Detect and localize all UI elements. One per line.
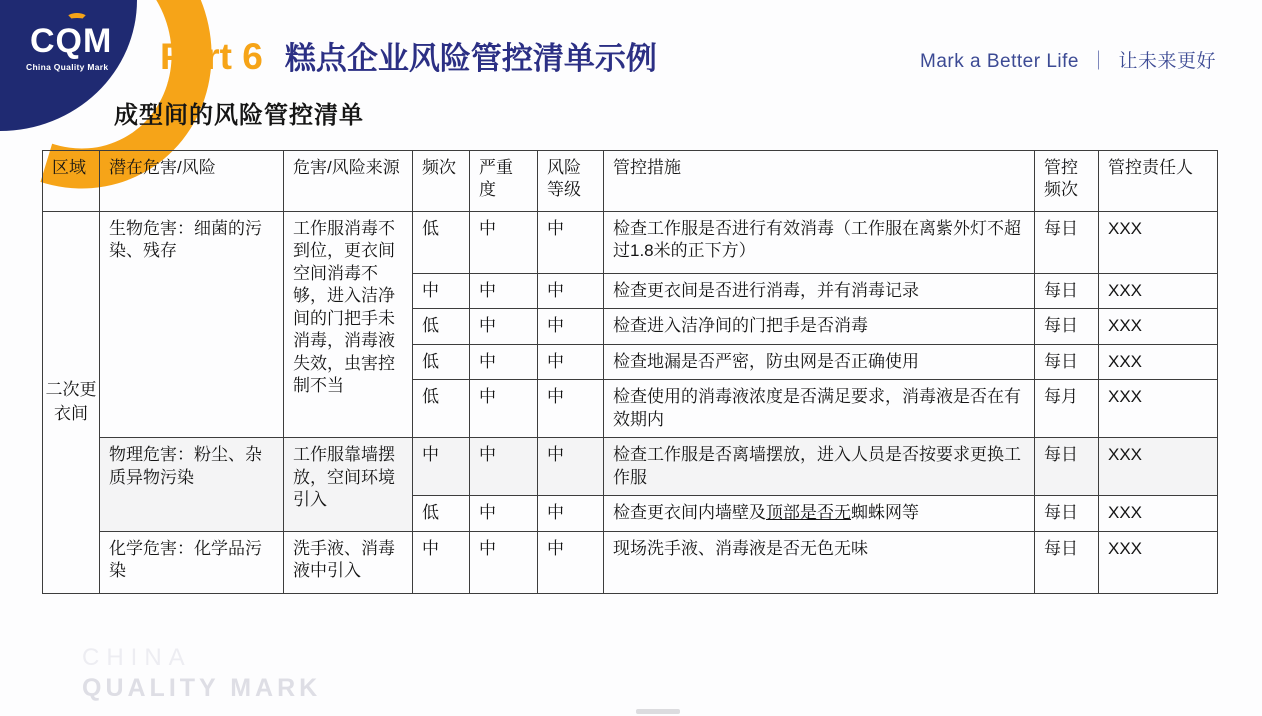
- cell-severity: 中: [470, 274, 538, 309]
- brand-tagline: [920, 46, 1216, 73]
- cell-risk-level: 中: [538, 496, 604, 531]
- cell-measure: [604, 496, 1035, 531]
- watermark-line1: CHINA: [82, 644, 192, 671]
- cell-severity: 中: [470, 380, 538, 438]
- cell-control-frequency: 每日: [1035, 309, 1099, 344]
- measure-text: 检查更衣间内墙壁及: [613, 503, 766, 523]
- col-header-source: 危害/风险来源: [284, 151, 413, 212]
- cell-measure: 检查使用的消毒液浓度是否满足要求，消毒液是否在有效期内: [604, 380, 1035, 438]
- cell-risk-level: 中: [538, 438, 604, 496]
- cell-control-frequency: 每月: [1035, 380, 1099, 438]
- cell-measure: 检查地漏是否严密，防虫网是否正确使用: [604, 344, 1035, 379]
- cell-owner: XXX: [1099, 309, 1218, 344]
- cell-frequency: 低: [413, 309, 470, 344]
- cell-measure: 检查工作服是否进行有效消毒（工作服在离紫外灯不超过1.8米的正下方）: [604, 212, 1035, 274]
- logo-text: CQM: [30, 22, 113, 60]
- cell-risk-level: 中: [538, 309, 604, 344]
- cell-severity: 中: [470, 531, 538, 593]
- cell-control-frequency: 每日: [1035, 496, 1099, 531]
- cell-owner: XXX: [1099, 274, 1218, 309]
- cell-severity: 中: [470, 309, 538, 344]
- cell-owner: XXX: [1099, 380, 1218, 438]
- col-header-area: 区域: [43, 151, 100, 212]
- cell-frequency: 低: [413, 496, 470, 531]
- cell-owner: XXX: [1099, 531, 1218, 593]
- cell-risk-level: 中: [538, 531, 604, 593]
- cell-severity: 中: [470, 344, 538, 379]
- cell-owner: XXX: [1099, 212, 1218, 274]
- cell-measure: 检查更衣间是否进行消毒，并有消毒记录: [604, 274, 1035, 309]
- table-row: [43, 531, 1218, 593]
- cell-measure: 现场洗手液、消毒液是否无色无味: [604, 531, 1035, 593]
- watermark: [82, 644, 321, 703]
- cell-measure: 检查工作服是否离墙摆放，进入人员是否按要求更换工作服: [604, 438, 1035, 496]
- cell-risk-level: 中: [538, 274, 604, 309]
- cell-control-frequency: 每日: [1035, 531, 1099, 593]
- logo-subtext: China Quality Mark: [26, 62, 109, 72]
- col-header-risk-level: 风险等级: [538, 151, 604, 212]
- table-row: [43, 212, 1218, 274]
- cell-hazard-bio: 生物危害：细菌的污染、残存: [100, 212, 284, 438]
- header-row: [43, 151, 1218, 212]
- col-header-control-frequency: 管控频次: [1035, 151, 1099, 212]
- cell-frequency: 中: [413, 531, 470, 593]
- measure-text: 蜘蛛网等: [851, 503, 919, 523]
- cell-control-frequency: 每日: [1035, 438, 1099, 496]
- cell-frequency: 低: [413, 344, 470, 379]
- cell-measure: 检查进入洁净间的门把手是否消毒: [604, 309, 1035, 344]
- cell-owner: XXX: [1099, 438, 1218, 496]
- cell-source-chemical: 洗手液、消毒液中引入: [284, 531, 413, 593]
- cell-control-frequency: 每日: [1035, 274, 1099, 309]
- cell-owner: XXX: [1099, 344, 1218, 379]
- cell-control-frequency: 每日: [1035, 212, 1099, 274]
- table-row: [43, 438, 1218, 496]
- col-header-owner: 管控责任人: [1099, 151, 1218, 212]
- cell-risk-level: 中: [538, 380, 604, 438]
- cell-frequency: 低: [413, 380, 470, 438]
- cell-control-frequency: 每日: [1035, 344, 1099, 379]
- cell-frequency: 中: [413, 274, 470, 309]
- risk-checklist-table: [42, 150, 1218, 594]
- tagline-cn: 让未来更好: [1118, 51, 1216, 72]
- col-header-hazard: 潜在危害/风险: [100, 151, 284, 212]
- cell-risk-level: 中: [538, 212, 604, 274]
- cell-source-bio: 工作服消毒不到位，更衣间空间消毒不够，进入洁净间的门把手未消毒，消毒液失效，虫害控制不当: [284, 212, 413, 438]
- title-row: [160, 33, 657, 78]
- tagline-divider: ｜: [1088, 51, 1109, 72]
- section-subtitle: 成型间的风险管控清单: [114, 102, 364, 129]
- col-header-frequency: 频次: [413, 151, 470, 212]
- cell-source-physical: 工作服靠墙摆放，空间环境引入: [284, 438, 413, 531]
- cell-severity: 中: [470, 212, 538, 274]
- measure-text-underlined: 顶部是否无: [766, 503, 851, 523]
- cell-severity: 中: [470, 438, 538, 496]
- cell-severity: 中: [470, 496, 538, 531]
- cell-hazard-physical: 物理危害：粉尘、杂质异物污染: [100, 438, 284, 531]
- cell-hazard-chemical: 化学危害：化学品污染: [100, 531, 284, 593]
- cell-owner: XXX: [1099, 496, 1218, 531]
- bottom-dash-decoration: [636, 709, 680, 714]
- cell-risk-level: 中: [538, 344, 604, 379]
- part-label: Part 6: [160, 36, 263, 77]
- cell-frequency: 低: [413, 212, 470, 274]
- cell-frequency: 中: [413, 438, 470, 496]
- cell-area: 二次更衣间: [43, 212, 100, 594]
- watermark-line2: QUALITY MARK: [82, 674, 322, 702]
- tagline-en: Mark a Better Life: [920, 51, 1079, 72]
- col-header-measures: 管控措施: [604, 151, 1035, 212]
- col-header-severity: 严重度: [470, 151, 538, 212]
- page-title: 糕点企业风险管控清单示例: [284, 41, 657, 76]
